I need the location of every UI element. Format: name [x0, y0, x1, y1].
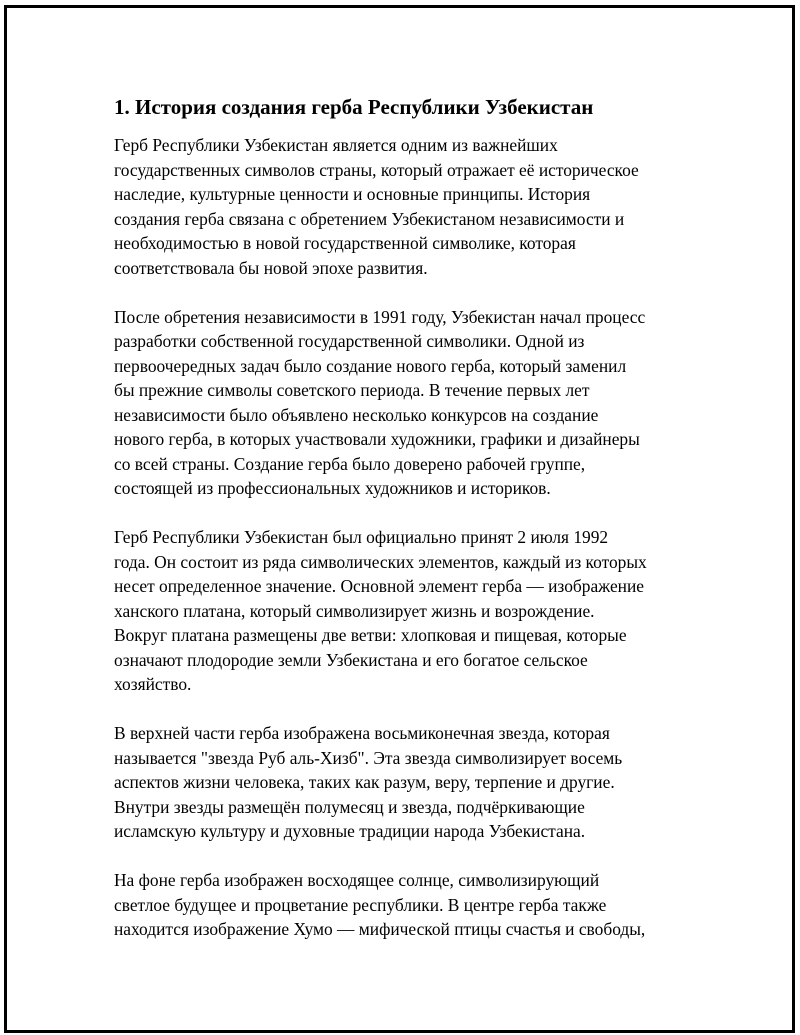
text-line: светлое будущее и процветание республики. В центре герба также: [114, 894, 607, 915]
text-line: означают плодородие земли Узбекистана и его богатое сельское: [114, 649, 588, 670]
text-line: После обретения независимости в 1991 году, Узбекистан начал процесс: [114, 306, 646, 327]
paragraph: [114, 721, 694, 844]
text-line: со всей страны. Создание герба было доверено рабочей группе,: [114, 453, 586, 474]
text-line: называется "звезда Руб аль-Хизб". Эта звезда символизирует восемь: [114, 747, 623, 768]
text-line: находится изображение Хумо — мифической птицы счастья и свободы,: [114, 919, 646, 939]
text-line: Внутри звезды размещён полумесяц и звезда, подчёркивающие: [114, 796, 585, 817]
text-line: независимости было объявлено несколько конкурсов на создание: [114, 404, 599, 425]
paragraph: [114, 305, 694, 501]
text-line: На фоне герба изображен восходящее солнце, символизирующий: [114, 870, 600, 890]
text-line: наследие, культурные ценности и основные принципы. История: [114, 184, 591, 204]
section-heading: 1. История создания герба Республики Узбекистан: [114, 95, 594, 119]
text-line: аспектов жизни человека, таких как разум, веру, терпение и другие.: [114, 772, 615, 792]
text-line: хозяйство.: [114, 674, 192, 694]
text-line: создания герба связана с обретением Узбекистаном независимости и: [114, 208, 625, 229]
text-line: ханского платана, который символизирует жизнь и возрождение.: [114, 600, 595, 621]
text-line: необходимостью в новой государственной символике, которая: [114, 233, 576, 253]
text-line: исламскую культуру и духовные традиции народа Узбекистана.: [114, 821, 586, 841]
text-line: состоящей из профессиональных художников и историков.: [114, 478, 551, 498]
text-line: Вокруг платана размещены две ветви: хлопковая и пищевая, которые: [114, 625, 627, 645]
paragraph: [114, 133, 694, 280]
text-line: нового герба, в которых участвовали художники, графики и дизайнеры: [114, 429, 640, 449]
document-body: [114, 90, 694, 966]
text-line: В верхней части герба изображена восьмиконечная звезда, которая: [114, 723, 610, 743]
text-line: соответствовала бы новой эпохе развития.: [114, 257, 428, 278]
paragraph: [114, 525, 694, 697]
text-line: Герб Республики Узбекистан является одним из важнейших: [114, 135, 558, 155]
text-line: Герб Республики Узбекистан был официально принят 2 июля 1992: [114, 527, 609, 547]
text-line: бы прежние символы советского периода. В течение первых лет: [114, 380, 590, 400]
paragraph-list: [114, 133, 694, 942]
text-line: года. Он состоит из ряда символических элементов, каждый из которых: [114, 551, 647, 572]
paragraph: [114, 868, 694, 942]
text-line: государственных символов страны, который отражает её историческое: [114, 159, 639, 180]
text-line: первоочередных задач было создание нового герба, который заменил: [114, 355, 627, 376]
text-line: разработки собственной государственной символики. Одной из: [114, 331, 585, 351]
text-line: несет определенное значение. Основной элемент герба — изображение: [114, 576, 644, 596]
